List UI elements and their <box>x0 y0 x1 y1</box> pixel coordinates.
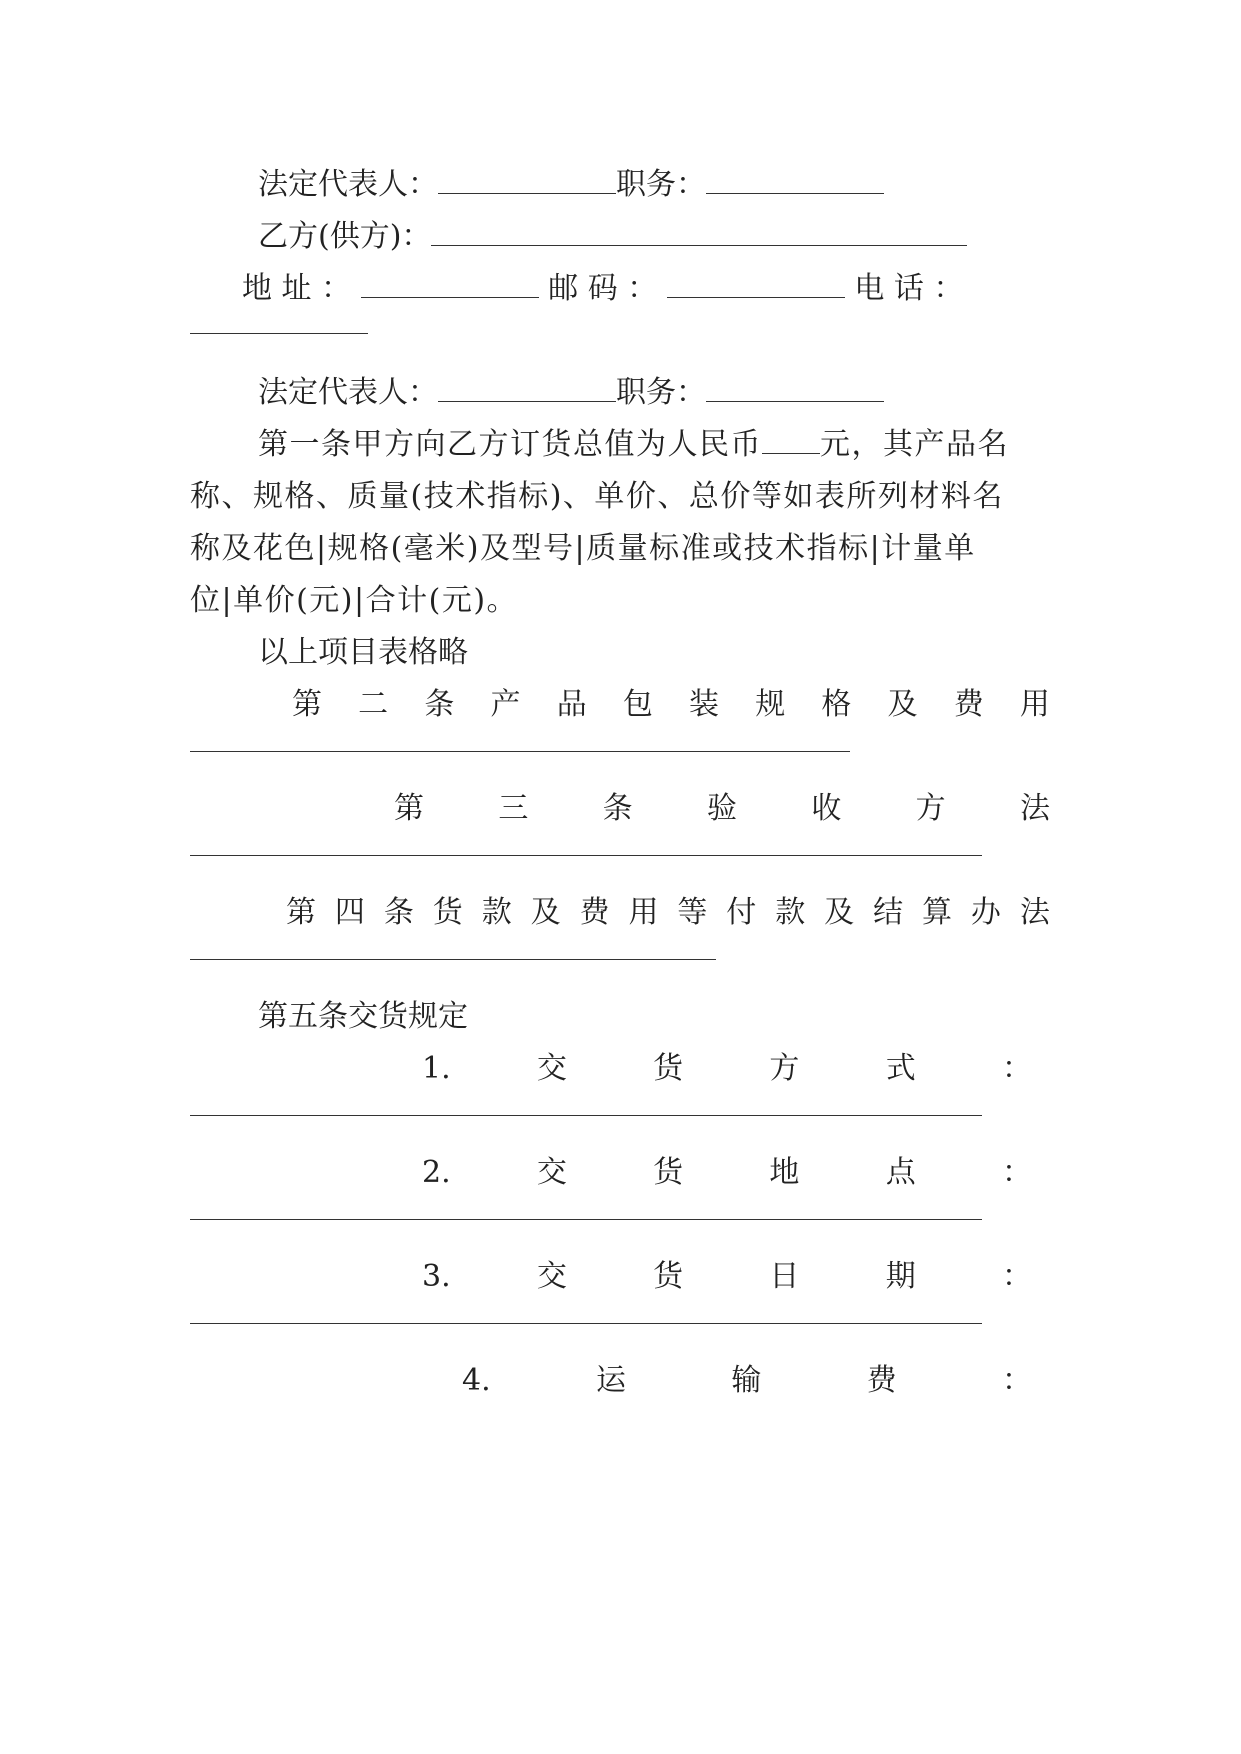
legal-rep-blank[interactable] <box>438 375 616 402</box>
delivery-method-blank[interactable] <box>190 1115 982 1116</box>
position-blank[interactable] <box>706 167 884 194</box>
article-1-line-3: 称及花色|规格(毫米)及型号|质量标准或技术指标|计量单 <box>190 531 976 566</box>
address-label: 地 址 ： <box>242 271 352 306</box>
article-2-blank[interactable] <box>190 751 850 752</box>
delivery-date-item: 3. 交 货 日 期 ： <box>422 1259 1032 1294</box>
legal-rep-label: 法定代表人： <box>258 375 438 410</box>
article-1-line-1: 第一条甲方向乙方订货总值为人民币 元，其产品名 <box>258 427 1009 462</box>
delivery-location-blank[interactable] <box>190 1219 982 1220</box>
table-note: 以上项目表格略 <box>258 635 468 670</box>
phone-label: 电 话 ： <box>854 271 964 306</box>
article-5-heading: 第五条交货规定 <box>258 999 468 1034</box>
position-blank[interactable] <box>706 375 884 402</box>
delivery-date-blank[interactable] <box>190 1323 982 1324</box>
transport-fee-item: 4. 运 输 费 ： <box>462 1363 1032 1398</box>
contact-line <box>242 269 1050 309</box>
postcode-blank[interactable] <box>667 271 845 298</box>
postcode-label: 邮 码 ： <box>548 271 658 306</box>
article-3-heading: 第 三 条 验 收 方 法 <box>394 791 1050 826</box>
article-4-heading: 第 四 条 货 款 及 费 用 等 付 款 及 结 算 办 法 <box>286 895 1050 930</box>
legal-rep-line-1 <box>258 165 1050 205</box>
position-label: 职务： <box>616 375 706 410</box>
phone-blank[interactable] <box>190 333 368 334</box>
legal-rep-label: 法定代表人： <box>258 167 438 202</box>
legal-rep-line-2 <box>258 373 1050 413</box>
position-label: 职务： <box>616 167 706 202</box>
delivery-method-item: 1. 交 货 方 式 ： <box>422 1051 1032 1086</box>
total-value-blank[interactable] <box>762 427 820 454</box>
party-b-blank[interactable] <box>431 219 967 246</box>
article-1-line-2: 称、规格、质量(技术指标)、单价、总价等如表所列材料名 <box>190 479 1004 514</box>
article-3-blank[interactable] <box>190 855 982 856</box>
address-blank[interactable] <box>361 271 539 298</box>
article-1-line-4: 位|单价(元)|合计(元)。 <box>190 583 519 618</box>
delivery-location-item: 2. 交 货 地 点 ： <box>422 1155 1032 1190</box>
party-b-label: 乙方(供方)： <box>258 219 432 254</box>
party-b-line <box>258 217 1050 257</box>
article-2-heading: 第 二 条 产 品 包 装 规 格 及 费 用 <box>292 687 1050 722</box>
legal-rep-blank[interactable] <box>438 167 616 194</box>
article-4-blank[interactable] <box>190 959 716 960</box>
